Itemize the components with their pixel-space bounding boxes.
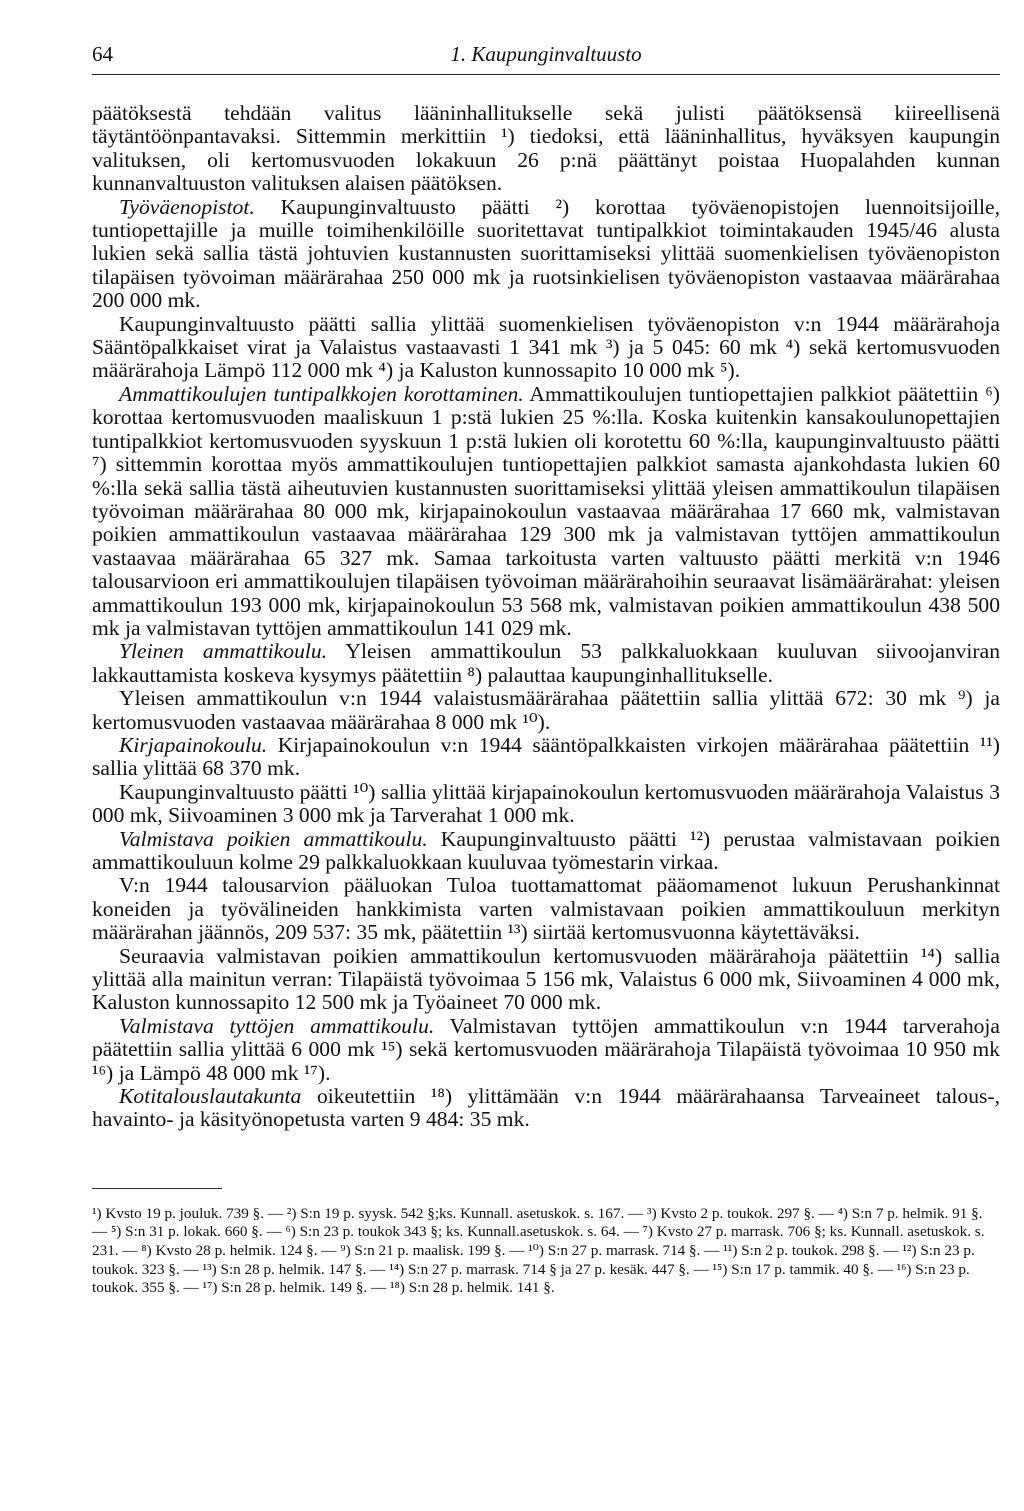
paragraph: [92, 313, 1000, 383]
section-heading: Työväenopistot.: [119, 194, 255, 219]
paragraph-text: Yleisen ammattikoulun v:n 1944 valaistusmäärärahaa päätettiin sallia ylittää 672: 30 mk ⁹) ja kertomusvuoden vastaavaa määrärahaa 8 000 mk ¹⁰).: [92, 686, 1000, 734]
section-heading: Kirjapainokoulu.: [119, 732, 268, 757]
paragraph-text: oikeutettiin ¹⁸) ylittämään v:n 1944 määrärahaansa Tarveaineet talous-, havainto- ja käsityönopetusta varten 9 484: 35 mk.: [92, 1084, 1000, 1132]
footnote-divider: [92, 1188, 222, 1189]
paragraph-text: Yleisen ammattikoulun 53 palkkaluokkaan kuuluvan siivoojanviran lakkauttamista koskeva kysymys päätettiin ⁸) palauttaa kaupunginhallitukselle.: [92, 639, 1000, 687]
paragraph-text: Ammattikoulujen tuntiopettajien palkkiot päätettiin ⁶) korottaa kertomusvuoden maaliskuun 1 p:stä lukien 25 %:lla. Koska kuitenkin kansakoulunopettajien tuntipalkkiot kertomusvuoden syyskuun 1 p:stä lukien oli korotettu 60 %:lla, kaupunginvaltuusto päätti ⁷) sittemmin korottaa myös ammattikoulujen tuntiopettajien palkkiot samasta ajankohdasta lukien 60 %:lla sekä sallia tästä aiheutuvien kustannusten suorittamiseksi ylittää yleisen ammattikoulun tilapäisen työvoiman määrärahaa 80 000 mk, kirjapainokoulun vastaavaa määrärahaa 17 660 mk, valmistavan poikien ammattikoulun vastaavaa määrärahaa 129 300 mk ja valmistavan tyttöjen ammattikoulun vastaavaa määrärahaa 65 327 mk. Samaa tarkoitusta varten valtuusto päätti merkitä v:n 1946 talousarvioon eri ammattikoulujen tilapäisen työvoiman määrärahoihin seuraavat lisämäärärahat: yleisen ammattikoulun 193 000 mk, kirjapainokoulun 53 568 mk, valmistavan poikien ammattikoulun 438 500 mk ja valmistavan tyttöjen ammattikoulun 141 029 mk.: [92, 381, 1000, 640]
running-title: 1. Kaupunginvaltuusto: [450, 42, 642, 66]
paragraph-text: Kaupunginvaltuusto päätti sallia ylittää suomenkielisen työväenopiston v:n 1944 määrärahoja Sääntöpalkkaiset virat ja Valaistus vastaavasti 1 341 mk ³) ja 5 045: 60 mk ⁴) sekä kertomusvuoden määrärahoja Lämpö 112 000 mk ⁴) ja Kaluston kunnossapito 10 000 mk ⁵).: [92, 311, 1000, 383]
section-heading: Valmistava tyttöjen ammattikoulu.: [119, 1013, 435, 1038]
section-heading: Valmistava poikien ammattikoulu.: [119, 826, 428, 851]
paragraph: [92, 828, 1000, 875]
section-heading: Ammattikoulujen tuntipalkkojen korottaminen.: [119, 381, 524, 406]
paragraph: [92, 1085, 1000, 1132]
paragraph: [92, 945, 1000, 1015]
paragraph-text: Valmistavan tyttöjen ammattikoulun v:n 1944 tarverahoja päätettiin sallia ylittää 6 000 mk ¹⁵) sekä kertomusvuoden määrärahoja Tilapäistä työvoimaa 10 950 mk ¹⁶) ja Lämpö 48 000 mk ¹⁷).: [92, 1013, 1000, 1085]
paragraph: [92, 383, 1000, 640]
page-number: 64: [92, 42, 113, 66]
page-header: [92, 30, 1000, 75]
paragraph-text: V:n 1944 talousarvion pääluokan Tuloa tuottamattomat pääomamenot lukuun Perushankinnat koneiden ja työvälineiden hankkimista varten valmistavaan poikien ammattikouluun merkityn määrärahan jäännös, 209 537: 35 mk, päätettiin ¹³) siirtää kertomusvuonna käytettäväksi.: [92, 873, 1000, 945]
paragraph: [92, 687, 1000, 734]
paragraph: [92, 196, 1000, 313]
paragraph-text: Kaupunginvaltuusto päätti ¹²) perustaa valmistavaan poikien ammattikouluun kolme 29 palkkaluokkaan kuuluvaa työmestarin virkaa.: [92, 826, 1000, 874]
paragraph-text: Seuraavia valmistavan poikien ammattikoulun kertomusvuoden määrärahoja päätettiin ¹⁴) sallia ylittää alla mainitun verran: Tilapäistä työvoimaa 5 156 mk, Valaistus 6 000 mk, Siivoaminen 4 000 mk, Kaluston kunnossapito 12 500 mk ja Työaineet 70 000 mk.: [92, 943, 1000, 1015]
section-heading: Yleinen ammattikoulu.: [119, 639, 328, 664]
document-page: [92, 30, 1000, 1298]
footnote-text: ¹) Kvsto 19 p. jouluk. 739 §. — ²) S:n 19 p. syysk. 542 §;ks. Kunnall. asetuskok. s. 167. — ³) Kvsto 2 p. toukok. 297 §. — ⁴) S:n 7 p. helmik. 91 §. — ⁵) S:n 31 p. lokak. 660 §. — ⁶) S:n 23 p. toukok 343 §; ks. Kunnall.asetuskok. s. 64. — ⁷) Kvsto 27 p. marrask. 706 §; ks. Kunnall. asetuskok. s. 231. — ⁸) Kvsto 28 p. helmik. 124 §. — ⁹) S:n 21 p. maalisk. 199 §. — ¹⁰) S:n 27 p. marrask. 714 §. — ¹¹) S:n 2 p. toukok. 298 §. — ¹²) S:n 23 p. toukok. 323 §. — ¹³) S:n 28 p. helmik. 147 §. — ¹⁴) S:n 27 p. marrask. 714 § ja 27 p. kesäk. 447 §. — ¹⁵) S:n 17 p. tammik. 40 §. — ¹⁶) S:n 23 p. toukok. 355 §. — ¹⁷) S:n 28 p. helmik. 149 §. — ¹⁸) S:n 28 p. helmik. 141 §.: [92, 1204, 985, 1297]
paragraph: [92, 781, 1000, 828]
paragraph-text: Kaupunginvaltuusto päätti ²) korottaa työväenopistojen luennoitsijoille, tuntiopettajille ja muille toimihenkilöille suoritettavat tuntipalkkiot toimintakauden 1945/46 alusta lukien sekä sallia tästä johtuvien kustannusten suorittamiseksi ylittää suomenkielisen työväenopiston tilapäisen työvoiman määrärahaa 250 000 mk ja ruotsinkielisen työväenopiston vastaavaa määrärahaa 200 000 mk.: [92, 194, 1000, 313]
paragraph-text: päätöksestä tehdään valitus lääninhallitukselle sekä julisti päätöksensä kiireellisenä täytäntöönpantavaksi. Sittemmin merkittiin ¹) tiedoksi, että lääninhallitus, hyväksyen kaupungin valituksen, oli kertomusvuoden lokakuun 26 p:nä päättänyt poistaa Huopalahden kunnan kunnanvaltuuston valituksen alaisen päätöksen.: [92, 101, 1000, 196]
paragraph: [92, 734, 1000, 781]
paragraph: [92, 640, 1000, 687]
paragraph: [92, 102, 1000, 196]
body-text: [92, 102, 1000, 1132]
footnotes: [92, 1166, 1000, 1298]
paragraph-text: Kirjapainokoulun v:n 1944 sääntöpalkkaisten virkojen määrärahaa päätettiin ¹¹) sallia ylittää 68 370 mk.: [92, 732, 1000, 781]
section-heading: Kotitalouslautakunta: [119, 1084, 302, 1109]
paragraph-text: Kaupunginvaltuusto päätti ¹⁰) sallia ylittää kirjapainokoulun kertomusvuoden määrärahoja Valaistus 3 000 mk, Siivoaminen 3 000 mk ja Tarverahat 1 000 mk.: [92, 779, 1000, 828]
paragraph: [92, 1015, 1000, 1085]
paragraph: [92, 874, 1000, 944]
